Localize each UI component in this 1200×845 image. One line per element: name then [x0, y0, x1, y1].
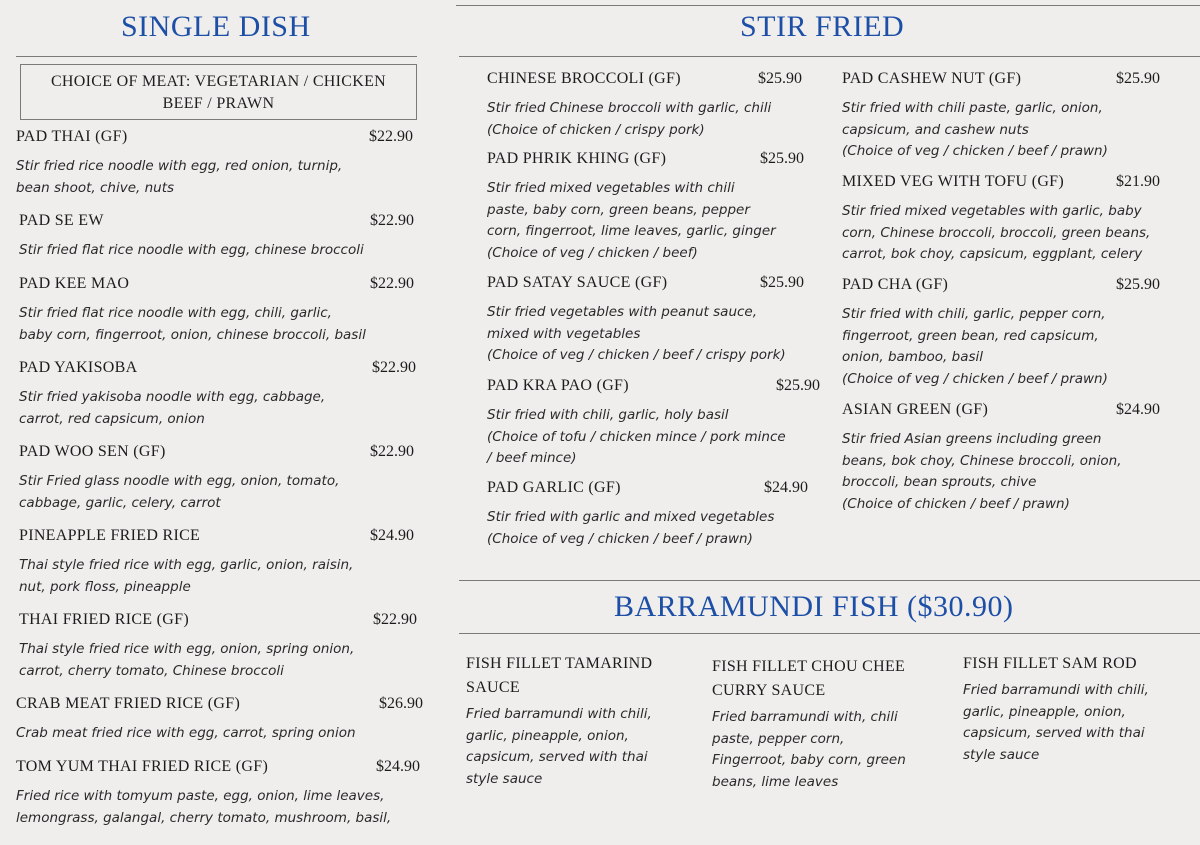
menu-item-thai-fried-rice-gf — [19, 611, 417, 682]
menu-item-pad-phrik-khing-gf — [487, 150, 804, 264]
description-line: / beef mince) — [487, 450, 577, 466]
menu-item-header — [487, 377, 820, 399]
description-line: fingerroot, green bean, red capsicum, — [842, 327, 1099, 344]
description-line: Stir fried with chili, garlic, holy basil — [487, 407, 729, 423]
menu-item-name: PAD GARLIC (GF) — [487, 479, 621, 496]
menu-item-name: CHINESE BROCCOLI (GF) — [487, 70, 681, 87]
description-line: Stir fried yakisoba noodle with egg, cabbage, — [19, 389, 326, 405]
menu-item-name: PAD YAKISOBA — [19, 359, 138, 376]
menu-item-description — [487, 507, 774, 550]
menu-item-price: $26.90 — [379, 695, 423, 712]
description-line: paste, baby corn, green beans, pepper — [487, 201, 750, 218]
fish-item-fish-fillet-chou-chee-curry-sauce — [712, 655, 906, 793]
stir-fried-title: STIR FRIED — [740, 10, 905, 43]
stir-fried-rule — [459, 56, 1200, 57]
menu-item-pad-cashew-nut-gf — [842, 70, 1160, 163]
description-line: Crab meat fried rice with egg, carrot, spring onion — [16, 725, 356, 741]
description-line: capsicum, served with thai — [466, 749, 648, 765]
menu-item-pad-woo-sen-gf — [19, 443, 414, 514]
description-line: Thai style fried rice with egg, garlic, onion, raisin, — [19, 557, 354, 573]
menu-item-name: PAD SE EW — [19, 212, 104, 229]
single-dish-rule — [16, 56, 417, 57]
menu-item-price: $24.90 — [370, 527, 414, 544]
menu-item-description — [487, 302, 786, 367]
description-line: Stir fried mixed vegetables with garlic, baby — [842, 203, 1142, 219]
menu-item-name: CRAB MEAT FRIED RICE (GF) — [16, 695, 241, 712]
menu-item-name: PAD THAI (GF) — [16, 128, 128, 145]
description-line: Fried barramundi with, chili — [712, 709, 898, 725]
menu-item-pad-kra-pao-gf — [487, 377, 820, 470]
menu-item-price: $22.90 — [369, 128, 413, 145]
meat-choice-box — [20, 64, 417, 120]
fish-item-description — [466, 704, 652, 790]
fish-item-name: FISH FILLET CHOU CHEE — [712, 658, 906, 675]
description-line: capsicum, served with thai — [963, 725, 1145, 741]
description-line: (Choice of veg / chicken / beef / prawn) — [487, 530, 753, 547]
meat-choice-line2: BEEF / PRAWN — [162, 95, 275, 112]
menu-item-header — [19, 212, 414, 234]
menu-item-price: $25.90 — [760, 150, 804, 167]
menu-item-description — [19, 555, 353, 598]
menu-item-description — [487, 405, 786, 470]
description-line: Stir fried with garlic and mixed vegetables — [487, 509, 775, 525]
barramundi-top-rule — [459, 580, 1200, 581]
menu-item-pad-thai-gf — [16, 128, 413, 199]
description-line: Fried barramundi with chili, — [963, 682, 1149, 698]
menu-item-description — [842, 98, 1108, 163]
description-line: carrot, red capsicum, onion — [19, 410, 205, 427]
menu-item-header — [487, 70, 802, 92]
menu-item-price: $21.90 — [1116, 173, 1160, 190]
menu-item-name: THAI FRIED RICE (GF) — [19, 611, 189, 628]
menu-item-price: $25.90 — [776, 377, 820, 394]
menu-item-price: $25.90 — [760, 274, 804, 291]
menu-item-header — [842, 70, 1160, 92]
menu-item-header — [842, 276, 1160, 298]
menu-item-description — [19, 240, 364, 262]
description-line: Fingerroot, baby corn, green — [712, 752, 906, 768]
menu-item-header — [19, 275, 414, 297]
description-line: Stir fried rice noodle with egg, red onion, turnip, — [16, 158, 343, 174]
description-line: Thai style fried rice with egg, onion, spring onion, — [19, 641, 355, 657]
description-line: onion, bamboo, basil — [842, 349, 984, 365]
menu-item-header — [19, 611, 417, 633]
menu-item-header — [842, 173, 1160, 195]
menu-item-chinese-broccoli-gf — [487, 70, 802, 141]
menu-item-description — [16, 786, 391, 829]
menu-item-description — [842, 304, 1108, 390]
description-line: broccoli, bean sprouts, chive — [842, 474, 1037, 490]
barramundi-bottom-rule — [459, 633, 1200, 634]
menu-item-price: $24.90 — [376, 758, 420, 775]
menu-item-header — [487, 479, 808, 501]
menu-item-description — [19, 639, 354, 682]
menu-item-name: PAD CASHEW NUT (GF) — [842, 70, 1022, 87]
fish-item-fish-fillet-sam-rod — [963, 652, 1149, 766]
description-line: Fried barramundi with chili, — [466, 706, 652, 722]
description-line: Stir fried with chili, garlic, pepper corn, — [842, 306, 1106, 322]
menu-item-description — [19, 471, 339, 514]
menu-item-name: MIXED VEG WITH TOFU (GF) — [842, 173, 1065, 190]
description-line: corn, Chinese broccoli, broccoli, green beans, — [842, 224, 1151, 241]
menu-item-pad-satay-sauce-gf — [487, 274, 804, 367]
description-line: beans, bok choy, Chinese broccoli, onion, — [842, 452, 1122, 469]
description-line: carrot, cherry tomato, Chinese broccoli — [19, 662, 284, 679]
menu-item-description — [842, 201, 1150, 266]
fish-item-description — [712, 707, 906, 793]
description-line: corn, fingerroot, lime leaves, garlic, ginger — [487, 223, 776, 239]
description-line: Stir fried mixed vegetables with chili — [487, 180, 735, 196]
menu-item-price: $24.90 — [1116, 401, 1160, 418]
description-line: mixed with vegetables — [487, 325, 641, 342]
description-line: beans, lime leaves — [712, 773, 839, 790]
menu-item-name: PAD KEE MAO — [19, 275, 130, 292]
menu-item-price: $24.90 — [764, 479, 808, 496]
description-line: (Choice of chicken / beef / prawn) — [842, 495, 1070, 512]
description-line: (Choice of tofu / chicken mince / pork mince — [487, 428, 786, 445]
single-dish-title: SINGLE DISH — [121, 10, 311, 43]
menu-item-description — [16, 723, 356, 745]
description-line: carrot, bok choy, capsicum, eggplant, celery — [842, 246, 1143, 262]
menu-item-price: $22.90 — [373, 611, 417, 628]
menu-item-header — [842, 401, 1160, 423]
menu-item-price: $22.90 — [370, 275, 414, 292]
menu-item-description — [487, 178, 776, 264]
menu-item-name: PAD PHRIK KHING (GF) — [487, 150, 667, 167]
description-line: (Choice of veg / chicken / beef / crispy pork) — [487, 347, 786, 363]
description-line: Stir fried with chili paste, garlic, onion, — [842, 100, 1103, 116]
menu-item-header — [19, 359, 416, 381]
menu-item-description — [19, 303, 366, 346]
menu-item-pad-cha-gf — [842, 276, 1160, 390]
description-line: Fried rice with tomyum paste, egg, onion, lime leaves, — [16, 788, 385, 804]
description-line: Stir Fried glass noodle with egg, onion, tomato, — [19, 473, 340, 489]
description-line: Stir fried Chinese broccoli with garlic, chili — [487, 100, 772, 116]
fish-item-name: FISH FILLET SAM ROD — [963, 655, 1137, 672]
menu-item-description — [842, 429, 1122, 515]
barramundi-title: BARRAMUNDI FISH ($30.90) — [614, 590, 1014, 623]
description-line: garlic, pineapple, onion, — [466, 727, 629, 744]
menu-item-price: $22.90 — [372, 359, 416, 376]
description-line: Stir fried vegetables with peanut sauce, — [487, 304, 758, 320]
description-line: baby corn, fingerroot, onion, chinese broccoli, basil — [19, 326, 366, 343]
menu-item-pad-kee-mao — [19, 275, 414, 346]
description-line: paste, pepper corn, — [712, 730, 845, 747]
menu-item-price: $25.90 — [1116, 276, 1160, 293]
menu-item-asian-green-gf — [842, 401, 1160, 515]
description-line: (Choice of veg / chicken / beef / prawn) — [842, 370, 1108, 387]
menu-item-crab-meat-fried-rice-gf — [16, 695, 423, 745]
menu-item-pineapple-fried-rice — [19, 527, 414, 598]
menu-item-description — [16, 156, 342, 199]
description-line: garlic, pineapple, onion, — [963, 703, 1126, 720]
description-line: Stir fried flat rice noodle with egg, chinese broccoli — [19, 242, 364, 258]
description-line: capsicum, and cashew nuts — [842, 121, 1029, 138]
description-line: style sauce — [963, 746, 1040, 763]
menu-item-header — [16, 128, 413, 150]
top-rule — [456, 5, 1200, 6]
menu-item-header — [19, 443, 414, 465]
menu-item-mixed-veg-with-tofu-gf — [842, 173, 1160, 266]
menu-item-price: $22.90 — [370, 443, 414, 460]
meat-choice-line1: CHOICE OF MEAT: VEGETARIAN / CHICKEN — [50, 73, 387, 90]
menu-item-header — [487, 274, 804, 296]
menu-item-header — [19, 527, 414, 549]
menu-item-header — [16, 695, 423, 717]
description-line: bean shoot, chive, nuts — [16, 179, 175, 196]
fish-item-fish-fillet-tamarind-sauce — [466, 652, 652, 790]
fish-item-name: FISH FILLET TAMARIND — [466, 655, 653, 672]
menu-item-pad-garlic-gf — [487, 479, 808, 550]
description-line: cabbage, garlic, celery, carrot — [19, 494, 221, 511]
fish-item-name: CURRY SAUCE — [712, 682, 826, 699]
menu-item-price: $25.90 — [1116, 70, 1160, 87]
menu-item-description — [19, 387, 325, 430]
fish-item-name: SAUCE — [466, 679, 520, 696]
menu-item-name: PAD WOO SEN (GF) — [19, 443, 166, 460]
menu-item-price: $22.90 — [370, 212, 414, 229]
description-line: (Choice of veg / chicken / beef / prawn) — [842, 143, 1108, 159]
description-line: style sauce — [466, 770, 543, 787]
menu-item-name: PINEAPPLE FRIED RICE — [19, 527, 201, 544]
fish-item-description — [963, 680, 1149, 766]
description-line: lemongrass, galangal, cherry tomato, mushroom, basil, — [16, 809, 392, 826]
description-line: nut, pork floss, pineapple — [19, 578, 191, 595]
menu-item-name: ASIAN GREEN (GF) — [842, 401, 989, 418]
menu-item-price: $25.90 — [758, 70, 802, 87]
menu-item-name: TOM YUM THAI FRIED RICE (GF) — [16, 758, 269, 775]
menu-item-pad-yakisoba — [19, 359, 416, 430]
menu-item-header — [487, 150, 804, 172]
menu-item-header — [16, 758, 420, 780]
menu-item-description — [487, 98, 771, 141]
description-line: (Choice of chicken / crispy pork) — [487, 121, 705, 138]
menu-item-tom-yum-thai-fried-rice-gf — [16, 758, 420, 829]
description-line: Stir fried Asian greens including green — [842, 431, 1102, 447]
menu-item-name: PAD SATAY SAUCE (GF) — [487, 274, 668, 291]
menu-item-name: PAD CHA (GF) — [842, 276, 949, 293]
description-line: Stir fried flat rice noodle with egg, chili, garlic, — [19, 305, 332, 321]
menu-item-name: PAD KRA PAO (GF) — [487, 377, 629, 394]
menu-item-pad-se-ew — [19, 212, 414, 262]
description-line: (Choice of veg / chicken / beef) — [487, 244, 698, 261]
